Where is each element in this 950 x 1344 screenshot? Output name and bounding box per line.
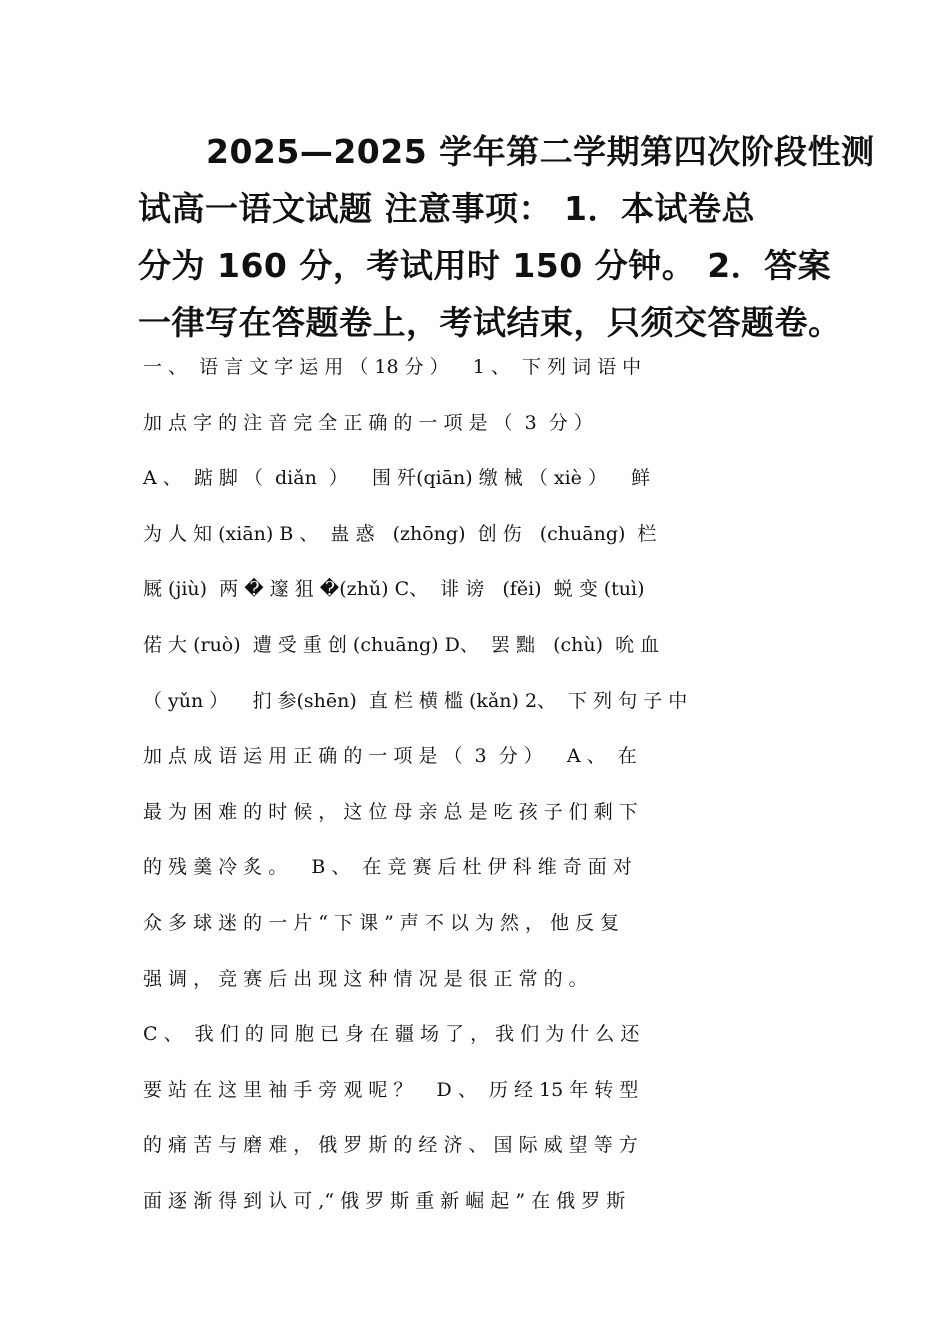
header-line-1: 2025—2025 学年第二学期第四次阶段性测	[206, 132, 875, 171]
header-line-4: 一律写在答题卷上，考试结束，只须交答题卷。	[138, 303, 842, 342]
body-line-3: A 、 踮 脚 （ diǎn ） 围 歼(qiān) 缴 械 （ xiè ） 鲜	[143, 467, 651, 490]
header-line-2: 试高一语文试题 注意事项： 1．本试卷总	[138, 189, 755, 228]
document-body	[143, 340, 823, 1230]
body-line-6: 偌 大 (ruò) 遭 受 重 创 (chuāng) D、 罢 黜 (chù) 吮 血	[143, 633, 660, 656]
body-line-12: 强 调 ， 竞 赛 后 出 现 这 种 情 况 是 很 正 常 的 。	[143, 967, 588, 990]
body-line-14: 要 站 在 这 里 袖 手 旁 观 呢 ？ D 、 历 经 15 年 转 型	[143, 1078, 639, 1101]
body-line-11: 众 多 球 迷 的 一 片 “ 下 课 ” 声 不 以 为 然 ， 他 反 复	[143, 911, 620, 934]
body-line-7: （ yǔn ） 扪 参(shēn) 直 栏 横 槛 (kǎn) 2、 下 列 句 子 中	[143, 689, 688, 712]
body-line-9: 最 为 困 难 的 时 候 ， 这 位 母 亲 总 是 吃 孩 子 们 剩 下	[143, 800, 638, 823]
body-line-5: 厩 (jiù) 两 � 邃 狙 �(zhǔ) C、 诽 谤 (fěi) 蜕 变 (tuì)	[143, 578, 645, 601]
body-line-13: C 、 我 们 的 同 胞 已 身 在 疆 场 了 ， 我 们 为 什 么 还	[143, 1023, 640, 1046]
header-line-3: 分为 160 分，考试用时 150 分钟。 2．答案	[138, 246, 832, 285]
body-line-10: 的 残 羹 冷 炙 。 B 、 在 竞 赛 后 杜 伊 科 维 奇 面 对	[143, 856, 632, 879]
body-line-15: 的 痛 苦 与 磨 难 ， 俄 罗 斯 的 经 济 、 国 际 威 望 等 方	[143, 1134, 638, 1157]
document-header	[138, 123, 875, 351]
body-line-16: 面 逐 渐 得 到 认 可 ,“ 俄 罗 斯 重 新 崛 起 ” 在 俄 罗 斯	[143, 1189, 626, 1212]
body-line-4: 为 人 知 (xiān) B 、 蛊 惑 (zhōng) 创 伤 (chuāng) 栏	[143, 522, 657, 545]
body-line-1: 一 、 语 言 文 字 运 用 （ 18 分 ） 1 、 下 列 词 语 中	[143, 356, 642, 378]
body-line-8: 加 点 成 语 运 用 正 确 的 一 项 是 （ 3 分 ） A 、 在	[143, 745, 637, 768]
body-line-2: 加 点 字 的 注 音 完 全 正 确 的 一 项 是 （ 3 分 ）	[143, 411, 593, 434]
